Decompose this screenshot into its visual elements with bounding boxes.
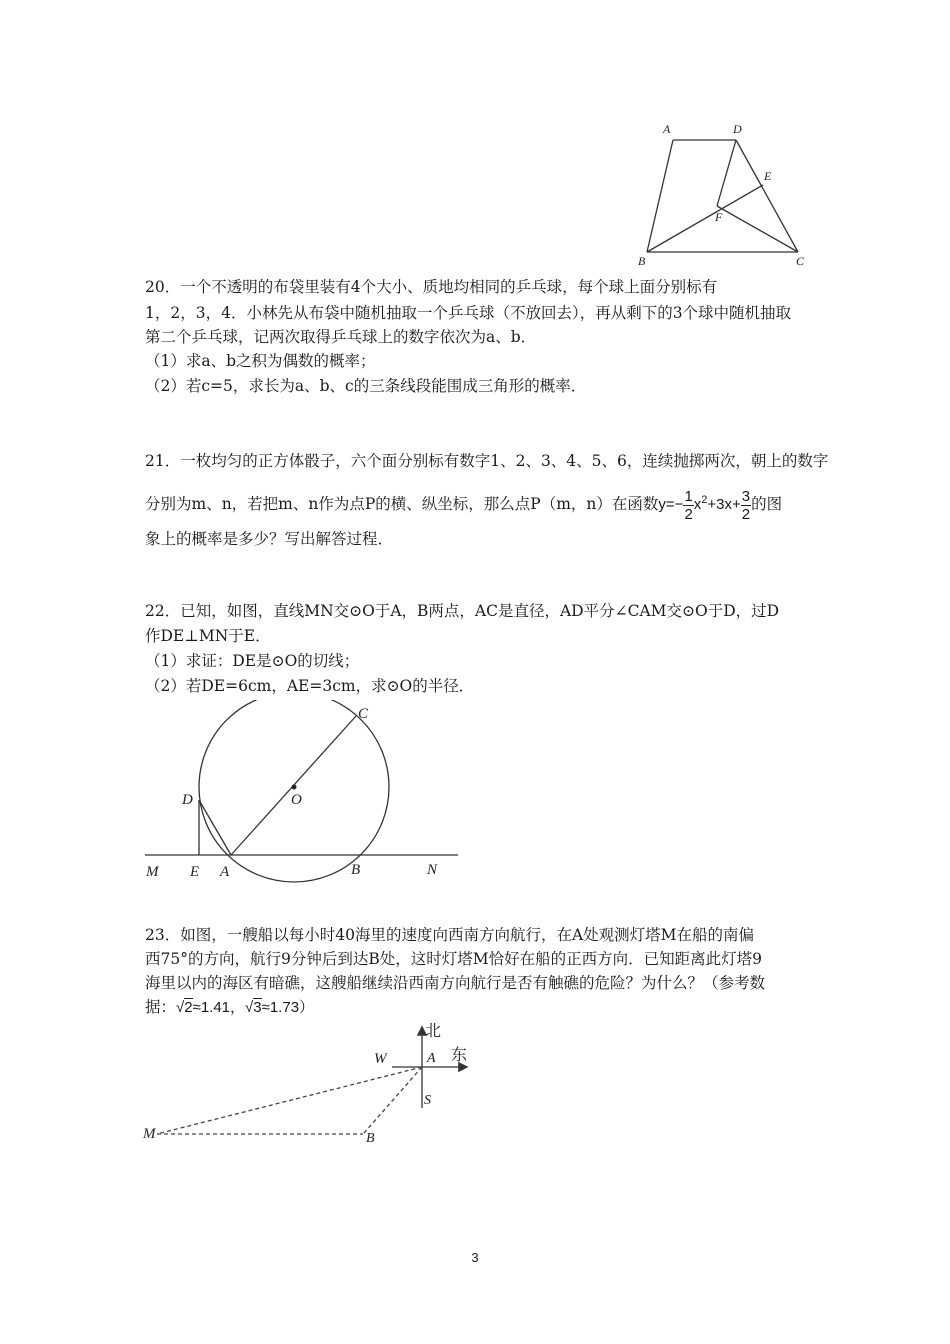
fraction-denominator: 2: [684, 505, 693, 523]
q23-line-4-text: 据：: [145, 998, 177, 1016]
q23-line-1: 23．如图，一艘船以每小时40海里的速度向西南方向航行，在A处观测灯塔M在船的南偏: [145, 926, 755, 944]
segment-df: [717, 140, 736, 206]
label-o: O: [291, 792, 302, 808]
fraction-numerator: 3: [741, 487, 751, 505]
fraction-three-halves: [741, 488, 751, 523]
compass-figure: [140, 1020, 480, 1150]
q22-line-3: （1）求证：DE是⊙O的切线；: [145, 652, 360, 670]
label-b: B: [366, 1131, 375, 1146]
q20-line-1: 20．一个不透明的布袋里装有4个大小、质地均相同的乒乓球，每个球上面分别标有: [145, 278, 718, 296]
label-s: S: [424, 1093, 431, 1108]
q20-line-3: 第二个乒乓球，记两次取得乒乓球上的数字依次为a、b．: [145, 328, 537, 346]
radicand-2: 2: [184, 999, 193, 1016]
label-m: M: [143, 1126, 156, 1142]
label-d: D: [733, 122, 742, 136]
radicand-3: 3: [253, 999, 262, 1016]
trapezoid-figure: [630, 118, 815, 270]
fraction-numerator: 1: [684, 487, 693, 505]
label-a: A: [427, 1051, 436, 1066]
label-e: E: [764, 169, 772, 183]
label-c: C: [358, 706, 369, 722]
label-b: B: [351, 862, 361, 878]
q21-line-2-tail: 的图: [751, 495, 783, 514]
q23-line-3: 海里以内的海区有暗礁，这艘船继续沿西南方向航行是否有触礁的危险？为什么？（参考数: [145, 974, 766, 992]
circle-figure: [140, 700, 470, 885]
page-number: 3: [471, 1250, 479, 1265]
sqrt-2: [176, 998, 193, 1016]
formula-exponent: 2: [701, 494, 708, 506]
q20-line-2: 1，2，3，4．小林先从布袋中随机抽取一个乒乓球（不放回去），再从剩下的3个球中随机抽取: [145, 304, 792, 322]
segment-ad: [199, 800, 231, 855]
segment-be: [647, 185, 763, 252]
q20-line-5: （2）若c=5，求长为a、b、c的三条线段能围成三角形的概率．: [145, 377, 587, 395]
fraction-one-half: [683, 488, 693, 523]
label-f: F: [715, 210, 723, 224]
sqrt-3: [245, 998, 262, 1016]
formula-minus: −: [674, 496, 684, 514]
q22-line-4: （2）若DE=6cm，AE=3cm，求⊙O的半径．: [145, 677, 475, 695]
label-e: E: [190, 864, 200, 880]
segment-ab: [647, 140, 673, 252]
label-c: C: [796, 254, 805, 268]
sqrt-icon: √: [176, 999, 185, 1016]
approx-1: ≈1.41，: [192, 999, 246, 1016]
segment-ab: [363, 1067, 422, 1134]
q21-line-2-text: 分别为m、n，若把m、n作为点P的横、纵坐标，那么点P（m，n）在函数: [145, 495, 659, 514]
q21-line-2: [145, 478, 782, 527]
label-a: A: [663, 122, 671, 136]
center-point: [292, 785, 297, 790]
approx-2: ≈1.73）: [261, 999, 315, 1016]
q22-line-2: 作DE⊥MN于E．: [145, 627, 271, 645]
label-d: D: [182, 792, 193, 808]
formula-y: y=: [658, 496, 675, 514]
q21-line-3: 象上的概率是多少？写出解答过程．: [145, 530, 394, 548]
sqrt-icon: √: [245, 999, 254, 1016]
segment-dc: [736, 140, 798, 252]
fraction-denominator: 2: [741, 505, 751, 523]
formula-middle: +3x+: [707, 496, 741, 514]
q20-line-4: （1）求a、b之积为偶数的概率；: [145, 352, 376, 370]
label-a: A: [220, 864, 230, 880]
label-east: 东: [451, 1047, 468, 1064]
formula-x: x: [693, 496, 702, 514]
label-w: W: [374, 1051, 387, 1067]
label-n: N: [427, 862, 438, 878]
label-north: 北: [425, 1023, 442, 1040]
segment-am: [157, 1067, 422, 1134]
label-m: M: [146, 864, 159, 880]
q23-line-4: [145, 997, 314, 1018]
label-b: B: [638, 254, 646, 268]
q22-line-1: 22．已知，如图，直线MN交⊙O于A，B两点，AC是直径，AD平分∠CAM交⊙O于D，过D: [145, 602, 780, 620]
q21-line-1: 21．一枚均匀的正方体骰子，六个面分别标有数字1、2、3、4、5、6，连续抛掷两次，朝上的数字: [145, 452, 829, 470]
q23-line-2: 西75°的方向，航行9分钟后到达B处，这时灯塔M恰好在船的正西方向．已知距离此灯塔9: [145, 950, 762, 968]
